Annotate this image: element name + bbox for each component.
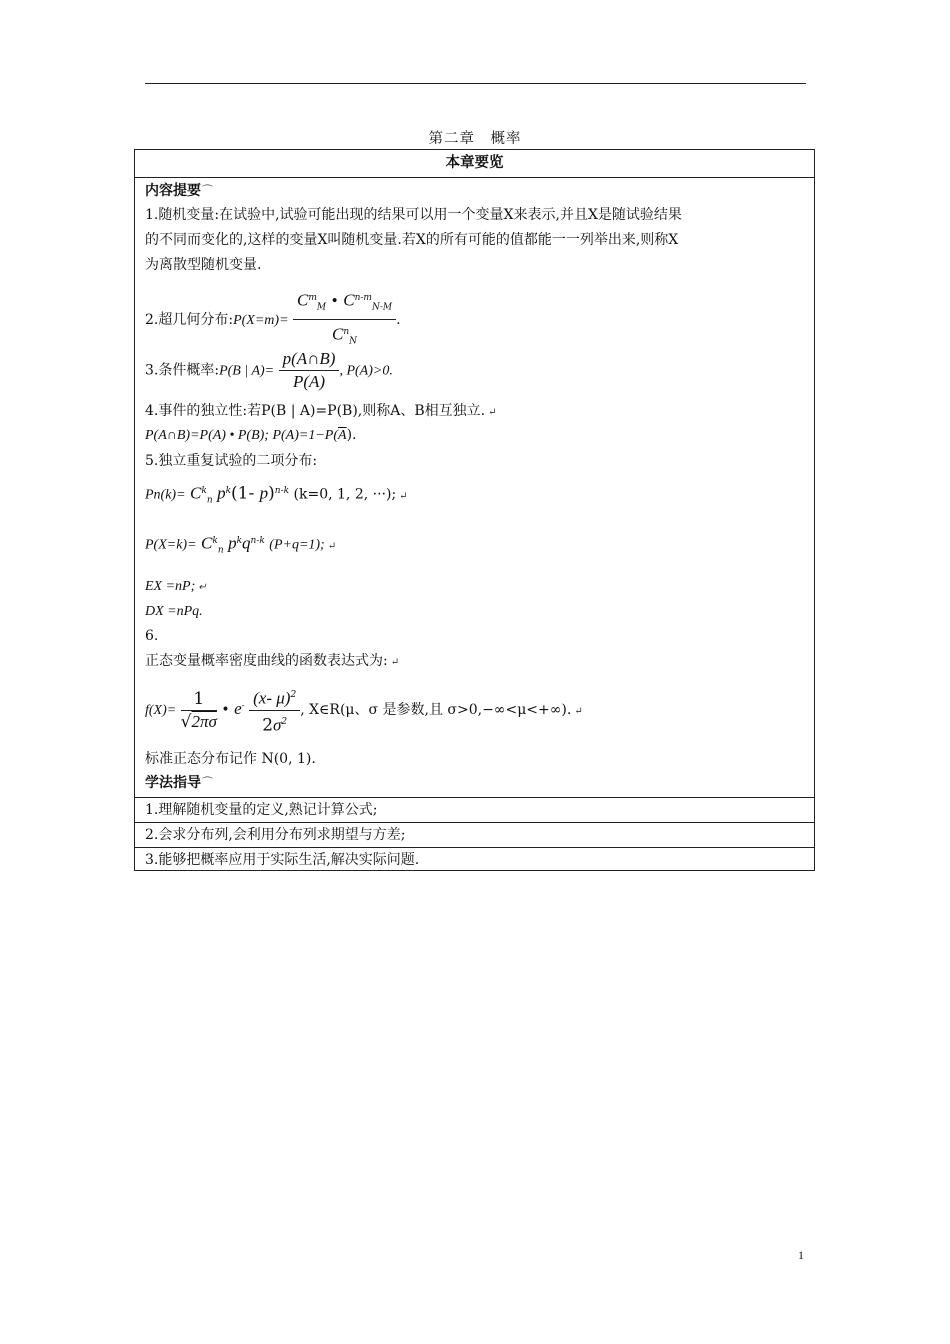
p6-number: 6.	[145, 628, 159, 644]
return-mark-icon: ↵	[390, 657, 400, 668]
binomial-title: 5.独立重复试验的二项分布:	[145, 453, 318, 469]
binomial-formula-2: $P(X=k)= C^k_n$ $p^kq^{n-k}$ (P+q=1); ↵	[145, 533, 337, 556]
separator	[135, 847, 814, 848]
binomial-formula-1: $Pn(k)= C^k_n$ $p^k(1-$ p)$^{n-k}$ (k=0, 1, 2, ···); ↵	[145, 483, 408, 506]
separator	[135, 797, 814, 798]
summary-box	[134, 149, 815, 871]
p1-line1: 1.随机变量:在试验中,试验可能出现的结果可以用一个变量X来表示,并且X是随试验结果	[145, 207, 682, 223]
independence-line2: P(A∩B)=P(A) • P(B); $P(A)=1-P(\overline{A})$.	[145, 427, 357, 443]
independence-line1: 4.事件的独立性:若P(B | A)=P(B),则称A、B相互独立. ↵	[145, 403, 497, 419]
return-mark-icon: ↵	[327, 540, 337, 552]
return-mark-icon: ↵	[198, 582, 207, 593]
conditional-probability-formula: 3.条件概率:P(B | A)= $\frac{p(A\cap B)}{P(A)}$ , P(A)>0.	[145, 349, 393, 391]
separator	[135, 822, 814, 823]
box-title: 本章要览	[135, 150, 814, 178]
hypergeometric-formula: 2.超几何分布:P(X=m)= $\frac{C^m_M • C^{n-m}_{N-M}}{C^n_N}$ .	[145, 288, 401, 352]
standard-normal-line: 标准正态分布记作 N(0, 1).	[145, 751, 316, 767]
return-mark-icon: ↵	[399, 490, 408, 502]
p1-line2: 的不同而变化的,这样的变量X叫随机变量.若X的所有可能的值都能一一列举出来,则称X	[145, 232, 679, 248]
chapter-title: 第二章 概率	[428, 131, 522, 147]
return-mark-icon: ↵	[574, 706, 583, 718]
section-content-heading: 内容提要⌒	[145, 183, 213, 199]
hypergeometric-fraction: $\frac{C^m_M • C^{n-m}_{N-M}}{C^n_N}$	[293, 288, 396, 352]
normal-density-formula: f(X)= $\frac{1}{√2\pi\sigma}$ • e- $\frac{(x- \mu)^2}{2\sigma^2}$ , X∈R(μ、σ 是参数,且 σ>0,−∞<μ<+∞). ↵	[145, 686, 583, 734]
p1-line3: 为离散型随机变量.	[145, 257, 262, 273]
page-number: 1	[798, 1248, 804, 1262]
return-mark-icon: ↵	[488, 407, 497, 418]
paragraph-mark-icon: ⌒	[202, 184, 213, 197]
variance-line: DX =nPq.	[145, 604, 203, 619]
method-item-2: 2.会求分布列,会利用分布列求期望与方差;	[145, 827, 406, 843]
section-method-heading: 学法指导⌒	[145, 775, 213, 791]
conditional-fraction: $\frac{p(A\cap B)}{P(A)}$	[279, 350, 340, 391]
expectation-line: EX =nP; ↵	[145, 579, 207, 594]
paragraph-mark-icon: ⌒	[202, 776, 213, 789]
normal-description: 正态变量概率密度曲线的函数表达式为: ↵	[145, 653, 400, 669]
method-item-1: 1.理解随机变量的定义,熟记计算公式;	[145, 802, 378, 818]
header-rule	[145, 83, 806, 84]
method-item-3: 3.能够把概率应用于实际生活,解决实际问题.	[145, 852, 420, 868]
